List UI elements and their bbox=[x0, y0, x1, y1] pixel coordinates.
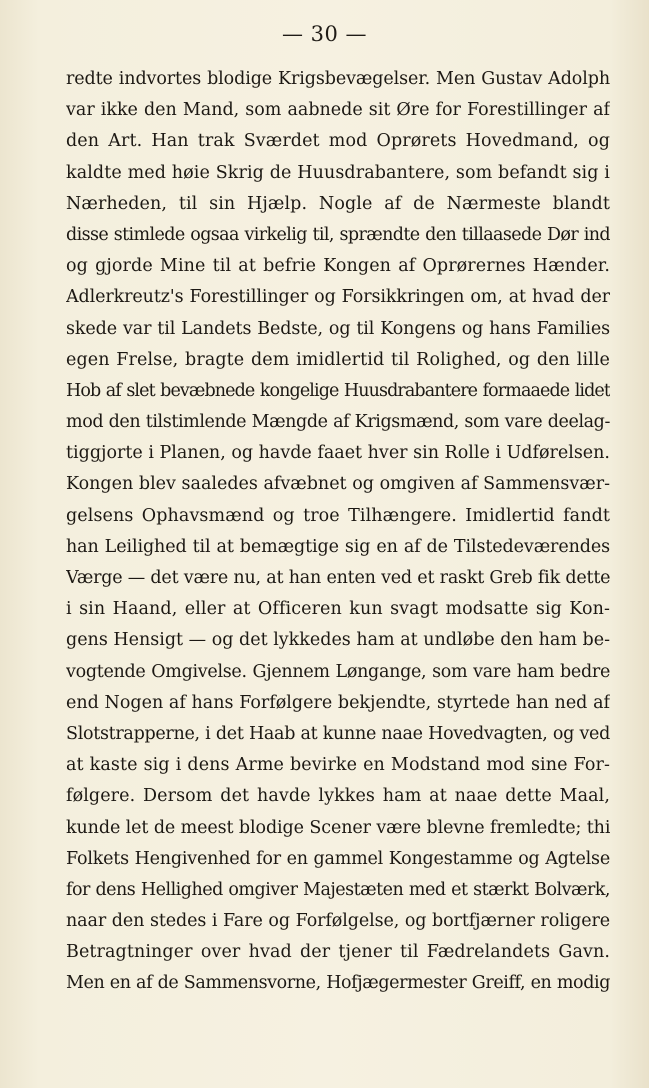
text-line: i sin Haand, eller at Officeren kun svagt modsatte sig Kon- bbox=[66, 599, 610, 620]
text-line: Adlerkreutz's Forestillinger og Forsikkringen om, at hvad der bbox=[66, 287, 610, 308]
text-line: Kongen blev saaledes afvæbnet og omgiven af Sammensvær- bbox=[66, 474, 610, 495]
text-line: følgere. Dersom det havde lykkes ham at naae dette Maal, bbox=[66, 786, 610, 807]
text-line: den Art. Han trak Sværdet mod Oprørets Hovedmand, og bbox=[66, 131, 610, 152]
text-line: at kaste sig i dens Arme bevirke en Modstand mod sine For- bbox=[66, 755, 610, 776]
text-line: han Leilighed til at bemægtige sig en af de Tilstedeværendes bbox=[66, 536, 610, 557]
text-line: for dens Hellighed omgiver Majestæten med et stærkt Bolværk, bbox=[66, 879, 610, 900]
text-line: vogtende Omgivelse. Gjennem Løngange, som vare ham bedre bbox=[66, 661, 610, 682]
text-line: var ikke den Mand, som aabnede sit Øre for Forestillinger af bbox=[66, 100, 610, 121]
text-line: Slotstrapperne, i det Haab at kunne naae Hovedvagten, og ved bbox=[66, 723, 610, 744]
text-line: Men en af de Sammensvorne, Hofjægermester Greiff, en modig bbox=[66, 973, 610, 994]
text-line: egen Frelse, bragte dem imidlertid til Rolighed, og den lille bbox=[66, 349, 610, 370]
text-line: Værge — det være nu, at han enten ved et raskt Greb fik dette bbox=[66, 568, 610, 588]
text-line: Nærheden, til sin Hjælp. Nogle af de Nærmeste blandt bbox=[66, 193, 610, 214]
body-text bbox=[66, 64, 610, 1000]
text-line: skede var til Landets Bedste, og til Kongens og hans Families bbox=[66, 318, 610, 339]
text-line: end Nogen af hans Forfølgere bekjendte, styrtede han ned af bbox=[66, 692, 610, 713]
text-line: naar den stedes i Fare og Forfølgelse, og bortfjærner roligere bbox=[66, 911, 610, 932]
page-number: — 30 — bbox=[281, 22, 368, 46]
text-line: og gjorde Mine til at befrie Kongen af Oprørernes Hænder. bbox=[66, 256, 610, 277]
text-line: disse stimlede ogsaa virkelig til, sprændte den tillaasede Dør ind bbox=[66, 224, 610, 245]
text-line: mod den tilstimlende Mængde af Krigsmænd, som vare deelag- bbox=[66, 412, 610, 433]
text-line: kaldte med høie Skrig de Huusdrabantere, som befandt sig i bbox=[66, 162, 610, 183]
text-line: Betragtninger over hvad der tjener til Fædrelandets Gavn. bbox=[66, 942, 610, 963]
text-line: gelsens Ophavsmænd og troe Tilhængere. Imidlertid fandt bbox=[66, 505, 610, 526]
text-line: tiggjorte i Planen, og havde faaet hver sin Rolle i Udførelsen. bbox=[66, 443, 610, 464]
text-line: Hob af slet bevæbnede kongelige Huusdrabantere formaaede lidet bbox=[66, 380, 610, 401]
text-line: redte indvortes blodige Krigsbevægelser. Men Gustav Adolph bbox=[66, 69, 610, 89]
text-line: kunde let de meest blodige Scener være blevne fremledte; thi bbox=[66, 817, 610, 838]
text-line: gens Hensigt — og det lykkedes ham at undløbe den ham be- bbox=[66, 630, 610, 651]
text-line: Folkets Hengivenhed for en gammel Kongestamme og Agtelse bbox=[66, 848, 610, 869]
